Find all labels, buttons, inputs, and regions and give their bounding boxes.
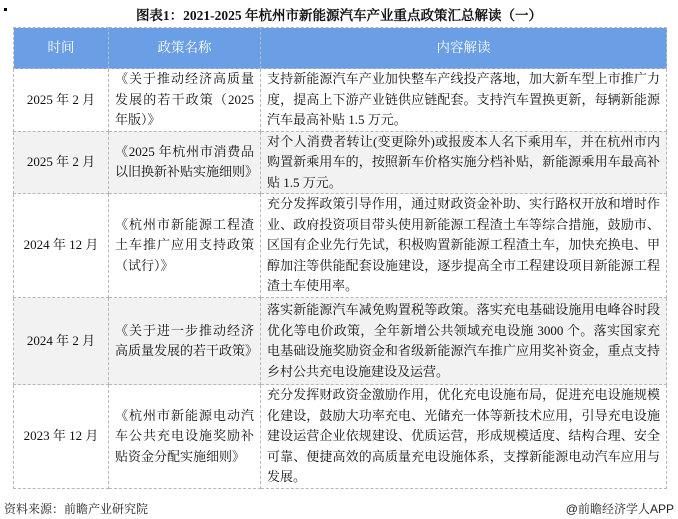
cell-content: 支持新能源汽车产业加快整车产线投产落地，加大新车型上市推广力度，提高上下游产业链供应链配套。支持汽车置换更新，每辆新能源汽车最高补贴 1.5 万元。 <box>261 69 667 132</box>
brand-watermark: @前瞻经济学人APP <box>565 502 674 516</box>
table-row <box>14 69 667 132</box>
cell-policy-name: 《关于进一步推动经济高质量发展的若干政策》 <box>109 298 261 385</box>
cell-content: 充分发挥政策引导作用，通过财政资金补助、实行路权开放和增时作业、政府投资项目带头使用新能源工程渣土车等综合措施，鼓励市、区国有企业先行先试，积极购置新能源工程渣土车，加快充换电、甲醇加注等供能配套设施建设，逐步提高全市工程建设项目新能源工程渣土车使用率。 <box>261 194 667 298</box>
header-content: 内容解读 <box>261 28 667 69</box>
cell-time: 2024 年 2 月 <box>14 298 109 385</box>
cell-policy-name: 《杭州市新能源工程渣土车推广应用支持政策（试行）》 <box>109 194 261 298</box>
table-row <box>14 131 667 194</box>
cell-policy-name: 《杭州市新能源电动汽车公共充电设施奖励补贴资金分配实施细则》 <box>109 385 261 489</box>
table-row <box>14 298 667 385</box>
cell-time: 2025 年 2 月 <box>14 131 109 194</box>
cell-content: 充分发挥财政资金激励作用，优化充电设施布局，促进充电设施规模化建设，鼓励大功率充电、光储充一体等新技术应用，引导充电设施建设运营企业依规建设、优质运营，形成规模适度、结构合理、安全可靠、便捷高效的高质量充电设施体系，支撑新能源电动汽车应用与发展。 <box>261 385 667 489</box>
cell-time: 2024 年 12 月 <box>14 194 109 298</box>
table-header-row <box>14 28 667 69</box>
header-policy-name: 政策名称 <box>109 28 261 69</box>
cell-policy-name: 《2025 年杭州市消费品以旧换新补贴实施细则》 <box>109 131 261 194</box>
cell-content: 对个人消费者转让(变更除外)或报废本人名下乘用车，并在杭州市内购置新乘用车的，按照新车价格实施分档补贴，新能源乘用车最高补贴 1.5 万元。 <box>261 131 667 194</box>
cell-time: 2025 年 2 月 <box>14 69 109 132</box>
table-row <box>14 194 667 298</box>
table-row <box>14 385 667 489</box>
source-note: 资料来源：前瞻产业研究院 <box>4 502 149 516</box>
cell-policy-name: 《关于推动经济高质量发展的若干政策（2025 年版）》 <box>109 69 261 132</box>
cell-time: 2023 年 12 月 <box>14 385 109 489</box>
cell-content: 落实新能源汽车减免购置税等政策。落实充电基础设施用电峰谷时段优化等电价政策，全年新增公共领域充电设施 3000 个。落实国家充电基础设施奖励资金和省级新能源汽车推广应用奖补资金，重点支持乡村公共充电设施建设及运营。 <box>261 298 667 385</box>
table-title: 图表1：2021-2025 年杭州市新能源汽车产业重点政策汇总解读（一） <box>135 8 543 23</box>
header-time: 时间 <box>14 28 109 69</box>
policy-table <box>13 27 667 489</box>
